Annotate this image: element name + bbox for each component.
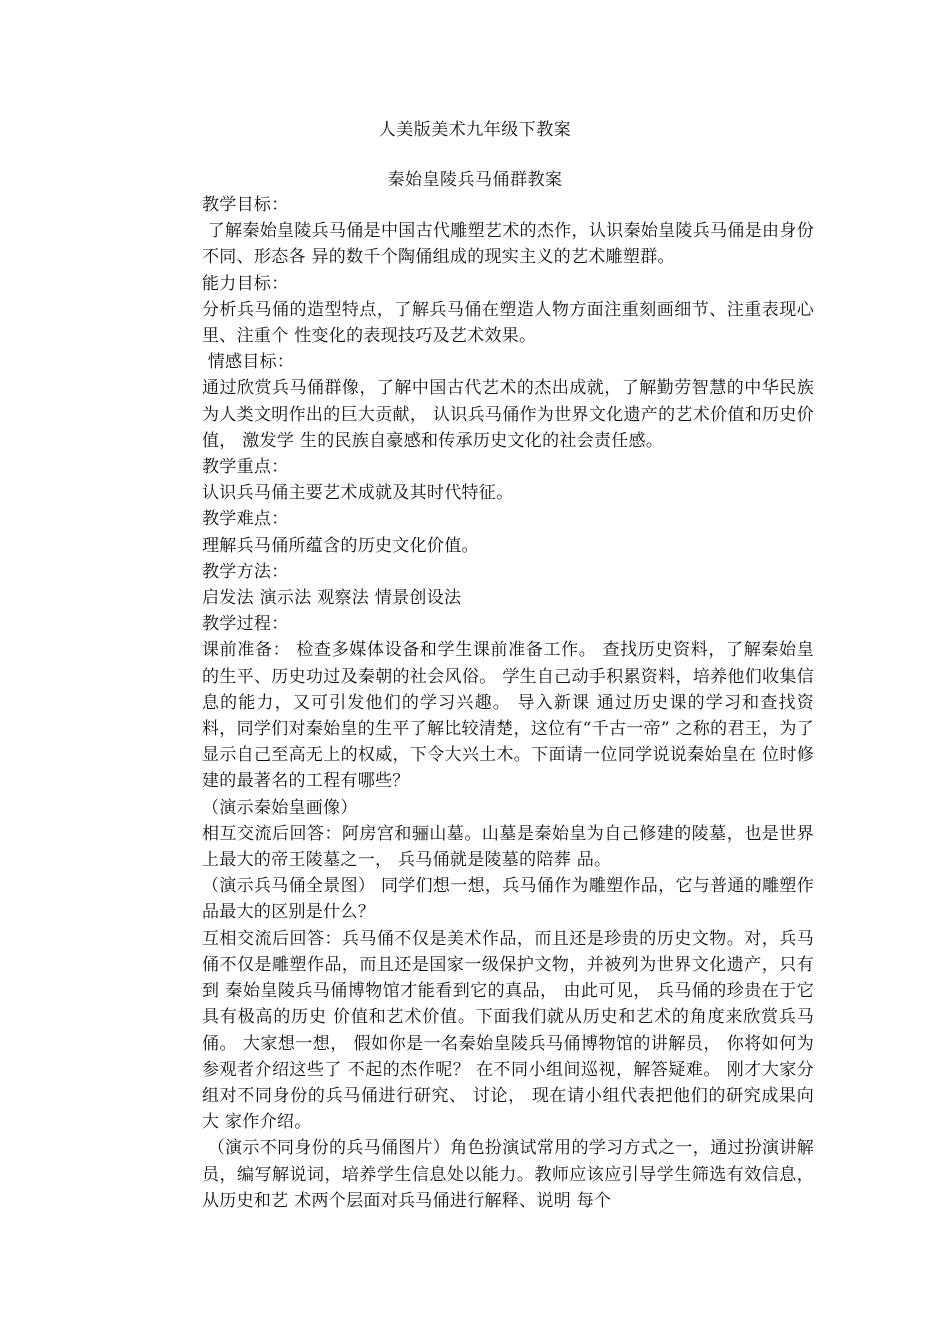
paragraph-demo-panorama: （演示兵马俑全景图） 同学们想一想，兵马俑作为雕塑作品，它与普通的雕塑作品最大的区别是什么？ bbox=[202, 876, 814, 923]
paragraph-difficulties: 理解兵马俑所蕴含的历史文化价值。 bbox=[202, 535, 479, 556]
section-heading-ability-goals: 能力目标： bbox=[202, 273, 289, 294]
section-heading-methods: 教学方法： bbox=[202, 561, 289, 582]
section-heading-teaching-goals: 教学目标： bbox=[202, 195, 289, 215]
paragraph-teaching-goals: 了解秦始皇陵兵马俑是中国古代雕塑艺术的杰作，认识秦始皇陵兵马俑是由身份不同、形态各 异的数千个陶俑组成的现实主义的艺术雕塑群。 bbox=[202, 221, 814, 268]
paragraph-answer-tomb: 相互交流后回答：阿房宫和骊山墓。山墓是秦始皇为自己修建的陵墓，也是世界上最大的帝王陵墓之一， 兵马俑就是陵墓的陪葬 品。 bbox=[202, 823, 814, 871]
paragraph-key-points: 认识兵马俑主要艺术成就及其时代特征。 bbox=[202, 483, 514, 504]
section-heading-process: 教学过程： bbox=[202, 614, 289, 635]
document-body bbox=[202, 192, 820, 1214]
section-heading-difficulties: 教学难点： bbox=[202, 509, 289, 530]
paragraph-emotional-goals: 通过欣赏兵马俑群像，了解中国古代艺术的杰出成就，了解勤劳智慧的中华民族 为人类文明作出的巨大贡献， 认识兵马俑作为世界文化遗产的艺术价值和历史价值， 激发学 生的民族自豪感和传承历史文化的社会责任感。 bbox=[202, 378, 820, 451]
paragraph-demo-portrait: （演示秦始皇画像） bbox=[202, 797, 358, 818]
paragraph-ability-goals: 分析兵马俑的造型特点，了解兵马俑在塑造人物方面注重刻画细节、注重表现心里、注重个 性变化的表现技巧及艺术效果。 bbox=[202, 299, 814, 347]
paragraph-answer-value: 互相交流后回答：兵马俑不仅是美术作品，而且还是珍贵的历史文物。对，兵马俑不仅是雕塑作品，而且还是国家一级保护文物，并被列为世界文化遗产，只有到 秦始皇陵兵马俑博物馆才能看到它的真品， 由此可见， 兵马俑的珍贵在于它具有极高的历史 价值和艺术价值。下面我们就从历史和艺术的角度来欣赏兵马俑。 大家想一想， 假如你是一名秦始皇陵兵马俑博物馆的讲解员， 你将如何为参观者介绍这些了 不起的杰作呢？ 在不同小组间巡视，解答疑难。 刚才大家分组对不同身份的兵马俑进行研究、 讨论， 现在请小组代表把他们的研究成果向大 家作介绍。 bbox=[202, 928, 814, 1133]
section-heading-emotional-goals: 情感目标： bbox=[202, 352, 295, 373]
paragraph-demo-identities: （演示不同身份的兵马俑图片）角色扮演试常用的学习方式之一，通过扮演讲解 员，编写解说词，培养学生信息处以能力。教师应该应引导学生筛选有效信息，从历史和艺 术两个层面对兵马俑进行解释、说明 每个 bbox=[202, 1138, 820, 1211]
document-title: 人美版美术九年级下教案 bbox=[378, 120, 572, 140]
paragraph-methods: 启发法 演示法 观察法 情景创设法 bbox=[202, 588, 462, 609]
section-heading-key-points: 教学重点： bbox=[202, 457, 289, 478]
document-subtitle: 秦始皇陵兵马俑群教案 bbox=[387, 170, 563, 190]
paragraph-preparation: 课前准备： 检查多媒体设备和学生课前准备工作。 查找历史资料，了解秦始皇的生平、历史功过及秦朝的社会风俗。 学生自己动手积累资料，培养他们收集信息的能力，又可引发他们的学习兴趣。 导入新课 通过历史课的学习和查找资料，同学们对秦始皇的生平了解比较清楚，这位有“千古一帝” 之称的君王，为了显示自己至高无上的权威，下令大兴土木。下面请一位同学说说秦始皇在 位时修建的最著名的工程有哪些？ bbox=[202, 640, 814, 792]
